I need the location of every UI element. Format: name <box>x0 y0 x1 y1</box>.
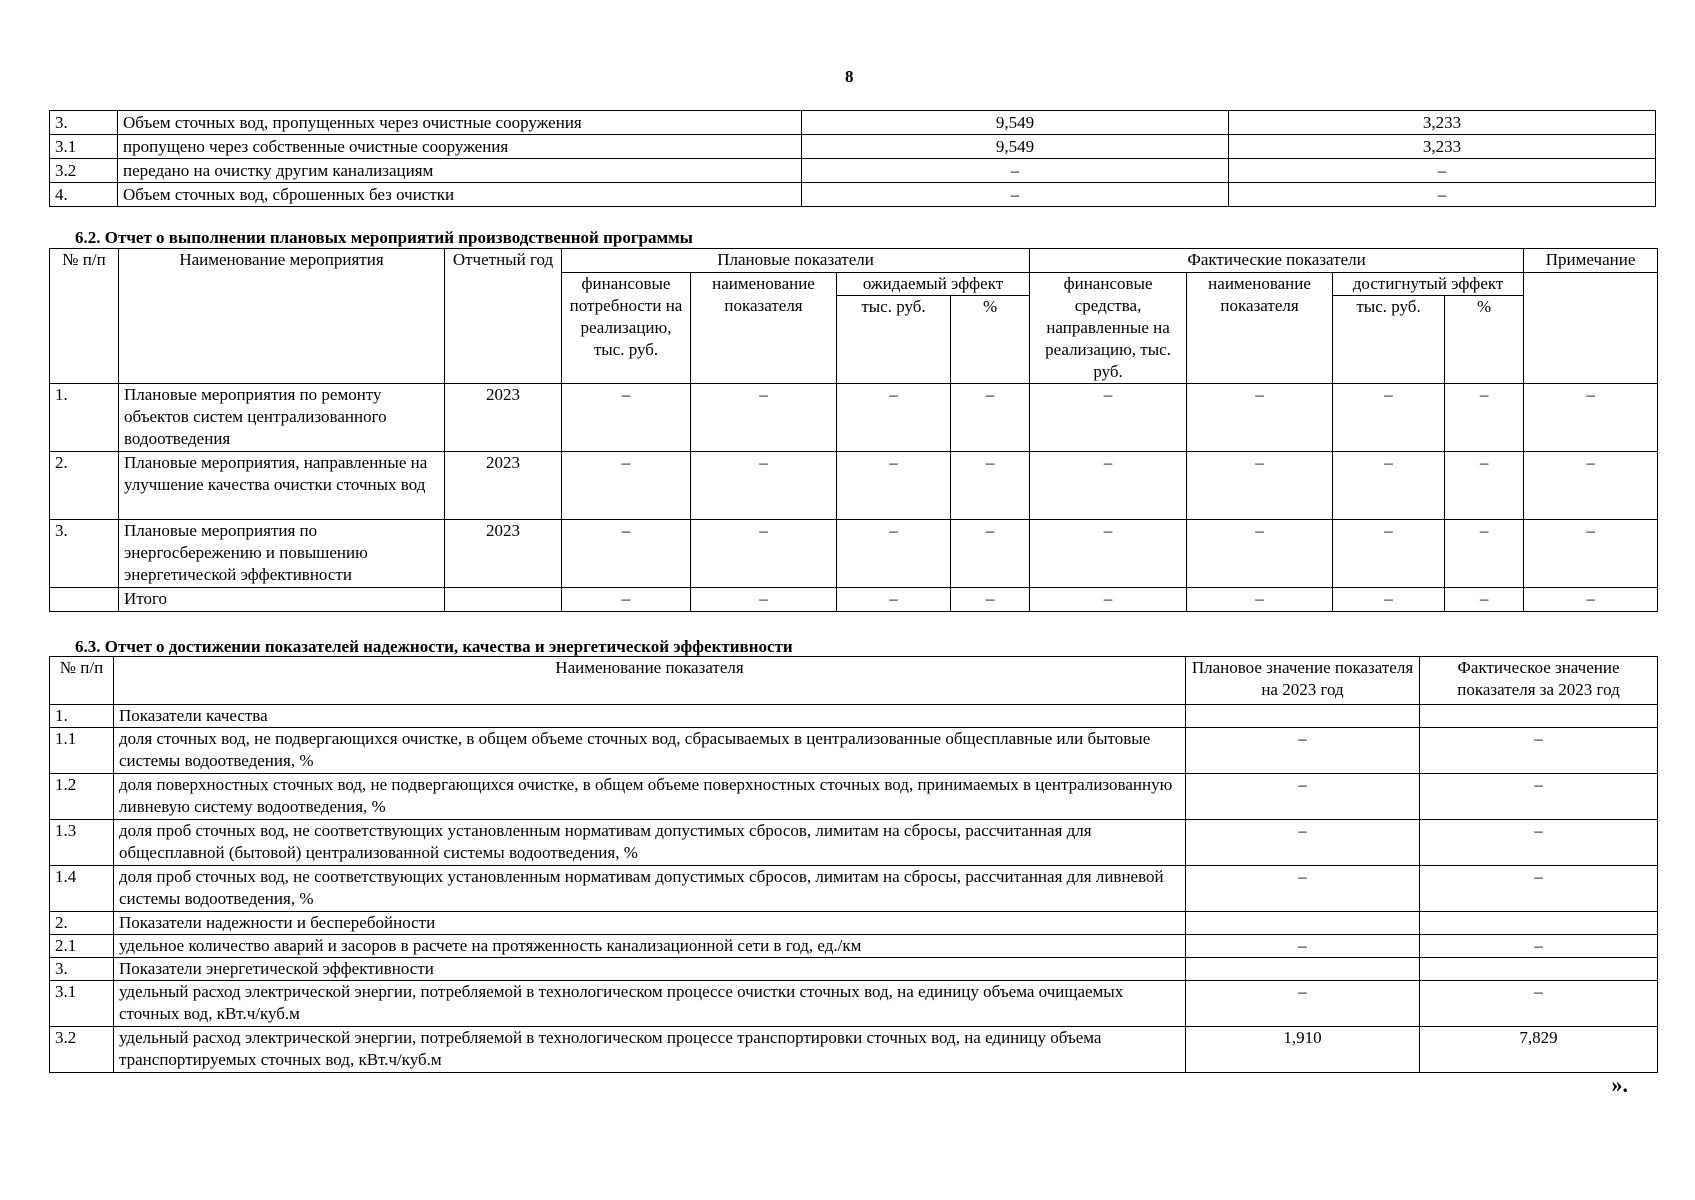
header-achieved-effect: достигнутый эффект <box>1333 273 1524 296</box>
header-note: Примечание <box>1524 249 1658 273</box>
table-row <box>50 520 1658 588</box>
row-year: 2023 <box>445 384 562 452</box>
row-cell: – <box>1187 452 1333 520</box>
row-value-2: – <box>1229 159 1656 183</box>
row-cell: – <box>1030 520 1187 588</box>
header-num: № п/п <box>50 657 114 705</box>
row-cell: – <box>691 520 837 588</box>
table-row <box>50 705 1658 728</box>
row-cell: – <box>1333 520 1445 588</box>
planned-measures-table <box>49 248 1658 612</box>
row-cell: – <box>1333 588 1445 612</box>
table-row <box>50 728 1658 774</box>
row-cell: – <box>1187 588 1333 612</box>
row-number: 3.2 <box>50 1027 114 1073</box>
row-name: доля сточных вод, не подвергающихся очистке, в общем объеме сточных вод, сбрасываемых в централизованные общесплавные или бытовые системы водоотведения, % <box>114 728 1186 774</box>
header-note-empty <box>1524 273 1658 384</box>
row-name: доля проб сточных вод, не соответствующих установленным нормативам допустимых сбросов, лимитам на сбросы, рассчитанная для общесплавной (бытовой) централизованной системы водоотведения, % <box>114 820 1186 866</box>
row-cell: – <box>1187 520 1333 588</box>
row-name: удельный расход электрической энергии, потребляемой в технологическом процессе очистки сточных вод, на единицу объема очищаемых сточных вод, кВт.ч/куб.м <box>114 981 1186 1027</box>
row-plan: 1,910 <box>1186 1027 1420 1073</box>
row-number: 1.2 <box>50 774 114 820</box>
header-planned: Плановые показатели <box>562 249 1030 273</box>
row-plan: – <box>1186 935 1420 958</box>
row-cell: – <box>1445 520 1524 588</box>
row-name: удельное количество аварий и засоров в расчете на протяженность канализационной сети в год, ед./км <box>114 935 1186 958</box>
header-indicator-name: наименование показателя <box>691 273 837 384</box>
header-actual: Фактические показатели <box>1030 249 1524 273</box>
row-name: передано на очистку другим канализациям <box>118 159 802 183</box>
row-name: Показатели качества <box>114 705 1186 728</box>
row-number: 3.1 <box>50 135 118 159</box>
row-year: 2023 <box>445 452 562 520</box>
row-cell: – <box>837 520 951 588</box>
row-name: Плановые мероприятия по ремонту объектов систем централизованного водоотведения <box>119 384 445 452</box>
table-row <box>50 912 1658 935</box>
row-number <box>50 588 119 612</box>
header-percent: % <box>951 296 1030 384</box>
table-row <box>50 183 1656 207</box>
table-row <box>50 135 1656 159</box>
row-value-2: 3,233 <box>1229 135 1656 159</box>
table-row-total <box>50 588 1658 612</box>
section-6-3-title: 6.3. Отчет о достижении показателей надежности, качества и энергетической эффективности <box>75 637 793 656</box>
row-plan: – <box>1186 981 1420 1027</box>
header-year: Отчетный год <box>445 249 562 384</box>
header-indicator-name-2: наименование показателя <box>1187 273 1333 384</box>
table-row <box>50 958 1658 981</box>
row-number: 2. <box>50 452 119 520</box>
row-name: Показатели энергетической эффективности <box>114 958 1186 981</box>
header-thous-rub-2: тыс. руб. <box>1333 296 1445 384</box>
row-cell: – <box>691 452 837 520</box>
row-number: 1. <box>50 705 114 728</box>
row-cell: – <box>837 588 951 612</box>
row-year <box>445 588 562 612</box>
table-row <box>50 1027 1658 1073</box>
row-value-2: – <box>1229 183 1656 207</box>
header-row <box>50 657 1658 705</box>
row-value-1: – <box>802 183 1229 207</box>
row-cell: – <box>1030 452 1187 520</box>
row-fact: – <box>1420 728 1658 774</box>
row-cell: – <box>562 384 691 452</box>
row-number: 3. <box>50 520 119 588</box>
wastewater-volume-table <box>49 110 1656 207</box>
header-name: Наименование показателя <box>114 657 1186 705</box>
header-fact: Фактическое значение показателя за 2023 год <box>1420 657 1658 705</box>
row-value-1: 9,549 <box>802 135 1229 159</box>
row-cell: – <box>1524 384 1658 452</box>
table-row <box>50 452 1658 520</box>
table-row <box>50 820 1658 866</box>
table-row <box>50 159 1656 183</box>
header-num: № п/п <box>50 249 119 384</box>
row-number: 3.1 <box>50 981 114 1027</box>
row-fact <box>1420 705 1658 728</box>
row-name: удельный расход электрической энергии, потребляемой в технологическом процессе транспортировки сточных вод, на единицу объема транспортируемых сточных вод, кВт.ч/куб.м <box>114 1027 1186 1073</box>
row-cell: – <box>1030 384 1187 452</box>
row-cell: – <box>837 452 951 520</box>
row-fact: – <box>1420 866 1658 912</box>
row-name: Плановые мероприятия, направленные на улучшение качества очистки сточных вод <box>119 452 445 520</box>
row-fact: 7,829 <box>1420 1027 1658 1073</box>
row-cell: – <box>1445 452 1524 520</box>
header-name: Наименование мероприятия <box>119 249 445 384</box>
row-value-2: 3,233 <box>1229 111 1656 135</box>
row-cell: – <box>562 452 691 520</box>
table-row <box>50 774 1658 820</box>
row-number: 1.4 <box>50 866 114 912</box>
row-cell: – <box>951 588 1030 612</box>
row-cell: – <box>951 520 1030 588</box>
row-name: Объем сточных вод, пропущенных через очистные сооружения <box>118 111 802 135</box>
row-value-1: – <box>802 159 1229 183</box>
row-fact <box>1420 958 1658 981</box>
page-number: 8 <box>845 67 854 86</box>
row-cell: – <box>1333 452 1445 520</box>
row-plan <box>1186 705 1420 728</box>
row-cell: – <box>1445 384 1524 452</box>
table-row <box>50 111 1656 135</box>
row-cell: – <box>1030 588 1187 612</box>
row-number: 3.2 <box>50 159 118 183</box>
row-fact: – <box>1420 981 1658 1027</box>
row-cell: – <box>951 384 1030 452</box>
closing-quote-mark: ». <box>1611 1072 1628 1097</box>
row-cell: – <box>1187 384 1333 452</box>
row-cell: – <box>951 452 1030 520</box>
row-cell: – <box>1524 452 1658 520</box>
header-plan: Плановое значение показателя на 2023 год <box>1186 657 1420 705</box>
row-name: Объем сточных вод, сброшенных без очистки <box>118 183 802 207</box>
row-cell: – <box>691 588 837 612</box>
row-cell: – <box>1445 588 1524 612</box>
row-cell: – <box>562 588 691 612</box>
row-plan: – <box>1186 820 1420 866</box>
header-row <box>50 249 1658 273</box>
indicators-table <box>49 656 1658 1073</box>
row-plan <box>1186 958 1420 981</box>
header-thous-rub: тыс. руб. <box>837 296 951 384</box>
row-fact: – <box>1420 774 1658 820</box>
row-plan: – <box>1186 774 1420 820</box>
table-row <box>50 935 1658 958</box>
table-row <box>50 866 1658 912</box>
row-number: 4. <box>50 183 118 207</box>
row-cell: – <box>1524 588 1658 612</box>
row-fact <box>1420 912 1658 935</box>
row-cell: – <box>562 520 691 588</box>
table-row <box>50 981 1658 1027</box>
row-plan <box>1186 912 1420 935</box>
row-year: 2023 <box>445 520 562 588</box>
row-fact: – <box>1420 935 1658 958</box>
row-number: 2. <box>50 912 114 935</box>
row-number: 1. <box>50 384 119 452</box>
row-fact: – <box>1420 820 1658 866</box>
row-plan: – <box>1186 728 1420 774</box>
row-number: 3. <box>50 958 114 981</box>
row-name: Плановые мероприятия по энергосбережению и повышению энергетической эффективности <box>119 520 445 588</box>
row-number: 2.1 <box>50 935 114 958</box>
row-value-1: 9,549 <box>802 111 1229 135</box>
header-fin-need: финансовые потребности на реализацию, тыс. руб. <box>562 273 691 384</box>
section-6-2-title: 6.2. Отчет о выполнении плановых мероприятий производственной программы <box>75 228 693 247</box>
row-number: 3. <box>50 111 118 135</box>
header-fin-means: финансовые средства, направленные на реализацию, тыс. руб. <box>1030 273 1187 384</box>
row-name: доля проб сточных вод, не соответствующих установленным нормативам допустимых сбросов, лимитам на сбросы, рассчитанная для ливневой системы водоотведения, % <box>114 866 1186 912</box>
row-cell: – <box>1333 384 1445 452</box>
row-name: Показатели надежности и бесперебойности <box>114 912 1186 935</box>
row-name: доля поверхностных сточных вод, не подвергающихся очистке, в общем объеме поверхностных сточных вод, принимаемых в централизованную ливневую систему водоотведения, % <box>114 774 1186 820</box>
row-cell: – <box>837 384 951 452</box>
row-cell: – <box>1524 520 1658 588</box>
row-plan: – <box>1186 866 1420 912</box>
header-percent-2: % <box>1445 296 1524 384</box>
row-name: пропущено через собственные очистные сооружения <box>118 135 802 159</box>
table-row <box>50 384 1658 452</box>
row-name: Итого <box>119 588 445 612</box>
row-number: 1.3 <box>50 820 114 866</box>
header-expected-effect: ожидаемый эффект <box>837 273 1030 296</box>
row-cell: – <box>691 384 837 452</box>
row-number: 1.1 <box>50 728 114 774</box>
